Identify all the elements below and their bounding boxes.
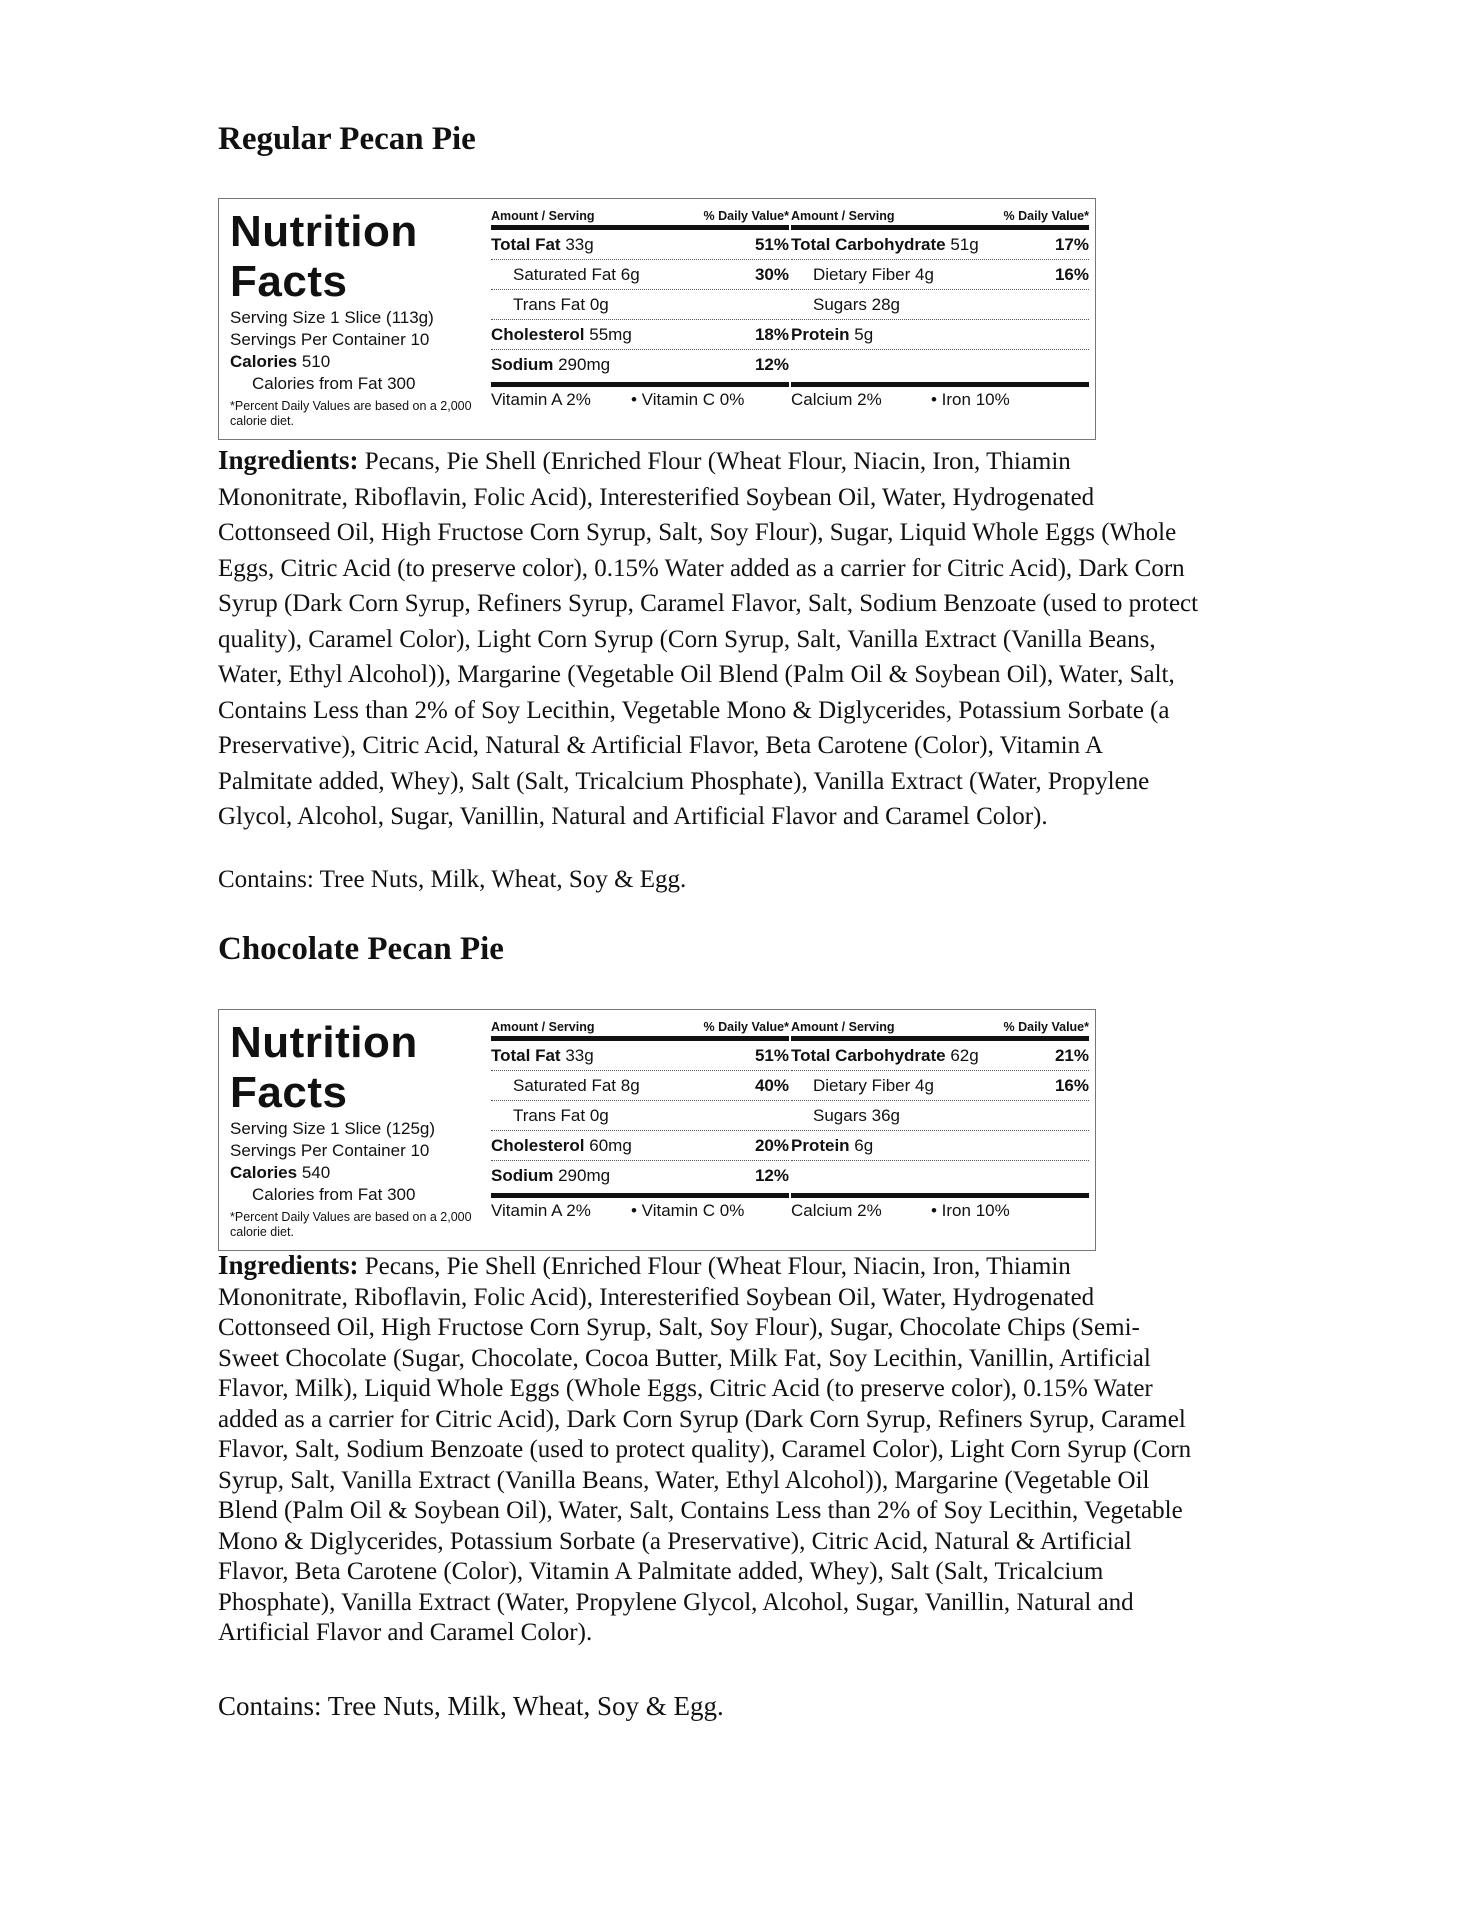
nutrient-dv: 21%: [1054, 1045, 1089, 1065]
allergen-statement: Contains: Tree Nuts, Milk, Wheat, Soy & Egg.: [218, 1691, 724, 1721]
nutrient-dv: 40%: [754, 1075, 789, 1095]
nutrition-facts-label: [218, 198, 1096, 440]
ingredients-line: Flavor, Salt, Sodium Benzoate (used to protect quality), Caramel Color), Light Corn Syrup (Corn: [218, 1436, 1192, 1463]
ingredients-line: Preservative), Citric Acid, Natural & Artificial Flavor, Beta Carotene (Color), Vitamin A: [218, 732, 1104, 759]
nutrient-column-left: [491, 203, 789, 413]
nutrient-row: [491, 290, 789, 320]
ingredients-line: Syrup (Dark Corn Syrup, Refiners Syrup, Caramel Flavor, Salt, Sodium Benzoate (used to protect: [218, 590, 1199, 617]
calories-from-fat: Calories from Fat 300: [252, 1185, 416, 1204]
nutrient-dv: 18%: [754, 324, 789, 344]
nutrient-label: Protein: [791, 324, 850, 344]
mineral-row: [791, 1198, 1089, 1224]
daily-value-header: % Daily Value*: [703, 1020, 789, 1034]
nutrient-amount: 4g: [915, 1075, 934, 1095]
ingredients-line: Mono & Diglycerides, Potassium Sorbate (a Preservative), Citric Acid, Natural & Artificial: [218, 1527, 1132, 1555]
nutrient-label: Total Carbohydrate: [791, 1045, 946, 1065]
nutrient-row: [491, 1041, 789, 1071]
nutrition-summary: [230, 207, 480, 429]
nutrient-amount: 6g: [854, 1135, 874, 1155]
ingredients-line: Flavor, Beta Carotene (Color), Vitamin A Palmitate added, Whey), Salt (Salt, Tricalcium: [218, 1558, 1104, 1585]
nutrient-amount: 60mg: [589, 1135, 632, 1155]
nutrient-row: [491, 1071, 789, 1101]
nutrient-row-empty: [791, 350, 1089, 380]
nutrient-dv: 12%: [754, 1166, 789, 1185]
nutrient-label: Trans Fat: [513, 1105, 586, 1125]
calories: [230, 351, 480, 373]
nutrient-row: [791, 1131, 1089, 1161]
nutrient-label: Sodium: [491, 355, 554, 374]
nutrient-amount: 290mg: [558, 1166, 611, 1185]
nutrient-amount: 4g: [915, 264, 934, 284]
ingredients-line: Cottonseed Oil, High Fructose Corn Syrup, Salt, Soy Flour), Sugar, Liquid Whole Eggs (Whole: [218, 519, 1177, 546]
ingredients-line: quality), Caramel Color), Light Corn Syrup (Corn Syrup, Salt, Vanilla Extract (Vanilla Beans,: [218, 625, 1156, 653]
section-title: Chocolate Pecan Pie: [218, 931, 504, 967]
ingredients-line: Artificial Flavor and Caramel Color).: [218, 1619, 593, 1646]
ingredients-line: Syrup, Salt, Vanilla Extract (Vanilla Beans, Water, Ethyl Alcohol)), Margarine (Vegetable Oil: [218, 1466, 1150, 1494]
nutrient-row: [491, 1101, 789, 1131]
nutrient-dv: 20%: [754, 1135, 789, 1155]
ingredients-paragraph: [218, 443, 1198, 835]
calcium: Calcium 2%: [791, 390, 882, 409]
nutrient-dv: 30%: [754, 264, 789, 284]
ingredients-line: added as a carrier for Citric Acid), Dark Corn Syrup (Dark Corn Syrup, Refiners Syrup, Caramel: [218, 1405, 1186, 1433]
nutrient-label: Cholesterol: [491, 324, 585, 344]
calories-label: Calories: [230, 1163, 298, 1182]
ingredients-line: [218, 1250, 1191, 1283]
ingredients-paragraph: [218, 1250, 1191, 1649]
calories-value: 510: [301, 352, 331, 371]
nutrient-dv: 12%: [754, 355, 789, 374]
nutrient-label: Total Carbohydrate: [791, 234, 946, 254]
nutrition-summary: [230, 1018, 480, 1240]
nutrient-amount: 33g: [565, 1045, 594, 1065]
nutrient-amount: 6g: [620, 264, 640, 284]
daily-value-header: % Daily Value*: [1003, 1020, 1089, 1034]
ingredients-line: Flavor, Milk), Liquid Whole Eggs (Whole Eggs, Citric Acid (to preserve color), 0.15% Water: [218, 1375, 1153, 1402]
vitamin-c: • Vitamin C 0%: [631, 1201, 745, 1220]
vitamin-a: Vitamin A 2%: [491, 1201, 591, 1220]
nutrient-row-empty: [791, 1161, 1089, 1191]
nutrient-column-right: [791, 203, 1089, 413]
nutrient-amount: 51g: [950, 234, 979, 254]
nutrient-label: Sodium: [491, 1166, 554, 1185]
facts-heading: Facts: [230, 257, 348, 306]
nutrient-label: Dietary Fiber: [813, 264, 911, 284]
nutrient-amount: 28g: [871, 294, 900, 314]
amount-header: Amount / Serving: [491, 209, 595, 223]
nutrient-amount: 33g: [565, 234, 594, 254]
ingredients-line: Mononitrate, Riboflavin, Folic Acid), Interesterified Soybean Oil, Water, Hydrogenated: [218, 483, 1095, 511]
ingredients-line: Palmitate added, Whey), Salt (Salt, Tricalcium Phosphate), Vanilla Extract (Water, Propylene: [218, 767, 1150, 795]
nutrient-label: Protein: [791, 1135, 850, 1155]
column-header: [791, 1014, 1089, 1041]
amount-header: Amount / Serving: [791, 209, 895, 223]
ingredients-text: Pecans, Pie Shell (Enriched Flour (Wheat Flour, Niacin, Iron, Thiamin: [358, 448, 1071, 475]
nutrition-heading: Nutrition: [230, 1018, 418, 1067]
vitamin-row: [491, 387, 789, 413]
nutrient-row: [491, 1131, 789, 1161]
ingredients-line: Blend (Palm Oil & Soybean Oil), Water, Salt, Contains Less than 2% of Soy Lecithin, Vegetable: [218, 1497, 1183, 1524]
nutrient-amount: 0g: [589, 1105, 609, 1125]
serving-size: Serving Size 1 Slice (125g): [230, 1119, 436, 1138]
facts-heading: Facts: [230, 1068, 348, 1117]
nutrient-label: Cholesterol: [491, 1135, 585, 1155]
calories: [230, 1162, 480, 1184]
nutrient-row: [791, 1041, 1089, 1071]
calcium: Calcium 2%: [791, 1201, 882, 1220]
amount-header: Amount / Serving: [491, 1020, 595, 1034]
nutrient-dv: 16%: [1054, 264, 1089, 284]
nutrient-row: [491, 320, 789, 350]
nutrient-label: Sugars: [813, 294, 867, 314]
nutrient-row: [491, 260, 789, 290]
nutrient-dv: 17%: [1054, 234, 1089, 254]
nutrient-row: [491, 230, 789, 260]
nutrient-dv: 51%: [754, 234, 789, 254]
nutrient-label: Dietary Fiber: [813, 1075, 911, 1095]
nutrient-row: [491, 1161, 789, 1191]
ingredients-label: Ingredients:: [218, 445, 359, 475]
nutrient-amount: 8g: [620, 1075, 640, 1095]
nutrient-amount: 0g: [589, 294, 609, 314]
ingredients-line: Cottonseed Oil, High Fructose Corn Syrup, Salt, Soy Flour), Sugar, Chocolate Chips (Semi-: [218, 1314, 1140, 1341]
nutrient-row: [491, 350, 789, 380]
ingredients-line: Water, Ethyl Alcohol)), Margarine (Vegetable Oil Blend (Palm Oil & Soybean Oil), Water, Salt,: [218, 661, 1175, 688]
nutrient-amount: 290mg: [558, 355, 611, 374]
nutrient-amount: 36g: [871, 1105, 900, 1125]
nutrient-label: Trans Fat: [513, 294, 586, 314]
nutrition-facts-label: [218, 1009, 1096, 1251]
nutrient-amount: 5g: [854, 324, 874, 344]
daily-value-footnote: *Percent Daily Values are based on a 2,000 calorie diet.: [230, 1210, 472, 1239]
vitamin-a: Vitamin A 2%: [491, 390, 591, 409]
calories-from-fat: Calories from Fat 300: [252, 374, 416, 393]
mineral-row: [791, 387, 1089, 413]
nutrient-label: Sugars: [813, 1105, 867, 1125]
ingredients-line: Sweet Chocolate (Sugar, Chocolate, Cocoa Butter, Milk Fat, Soy Lecithin, Vanillin, Artificial: [218, 1344, 1151, 1372]
nutrient-label: Total Fat: [491, 1045, 561, 1065]
ingredients-line: Contains Less than 2% of Soy Lecithin, Vegetable Mono & Diglycerides, Potassium Sorbate (a: [218, 696, 1170, 724]
allergen-statement: Contains: Tree Nuts, Milk, Wheat, Soy & Egg.: [218, 866, 687, 893]
nutrient-row: [791, 260, 1089, 290]
ingredients-line: [218, 443, 1198, 480]
calories-label: Calories: [230, 352, 298, 371]
serving-size: Serving Size 1 Slice (113g): [230, 308, 434, 327]
nutrient-row: [791, 1071, 1089, 1101]
calories-value: 540: [301, 1163, 331, 1182]
nutrient-label: Saturated Fat: [513, 264, 617, 284]
nutrient-label: Total Fat: [491, 234, 561, 254]
ingredients-text: Pecans, Pie Shell (Enriched Flour (Wheat Flour, Niacin, Iron, Thiamin: [358, 1253, 1071, 1280]
ingredients-line: Eggs, Citric Acid (to preserve color), 0.15% Water added as a carrier for Citric Acid), Dark Corn: [218, 554, 1185, 582]
nutrient-row: [791, 230, 1089, 260]
nutrient-dv: 16%: [1054, 1075, 1089, 1095]
daily-value-header: % Daily Value*: [703, 209, 789, 223]
amount-header: Amount / Serving: [791, 1020, 895, 1034]
ingredients-line: Glycol, Alcohol, Sugar, Vanillin, Natural and Artificial Flavor and Caramel Color).: [218, 803, 1048, 830]
iron: • Iron 10%: [931, 1201, 1010, 1220]
nutrient-dv: 51%: [754, 1045, 789, 1065]
nutrient-column-right: [791, 1014, 1089, 1224]
nutrient-row: [791, 290, 1089, 320]
nutrient-label: Saturated Fat: [513, 1075, 617, 1095]
ingredients-line: Mononitrate, Riboflavin, Folic Acid), Interesterified Soybean Oil, Water, Hydrogenated: [218, 1283, 1095, 1311]
servings-per-container: Servings Per Container 10: [230, 330, 430, 349]
column-header: [491, 203, 789, 230]
ingredients-label: Ingredients:: [218, 1250, 359, 1280]
vitamin-c: • Vitamin C 0%: [631, 390, 745, 409]
servings-per-container: Servings Per Container 10: [230, 1141, 430, 1160]
nutrient-row: [791, 1101, 1089, 1131]
column-header: [491, 1014, 789, 1041]
nutrient-amount: 62g: [950, 1045, 979, 1065]
daily-value-footnote: *Percent Daily Values are based on a 2,000 calorie diet.: [230, 399, 472, 428]
nutrition-heading: Nutrition: [230, 207, 418, 256]
iron: • Iron 10%: [931, 390, 1010, 409]
nutrient-amount: 55mg: [589, 324, 632, 344]
nutrient-row: [791, 320, 1089, 350]
section-title: Regular Pecan Pie: [218, 121, 476, 157]
vitamin-row: [491, 1198, 789, 1224]
daily-value-header: % Daily Value*: [1003, 209, 1089, 223]
column-header: [791, 203, 1089, 230]
ingredients-line: Phosphate), Vanilla Extract (Water, Propylene Glycol, Alcohol, Sugar, Vanillin, Natural and: [218, 1588, 1134, 1616]
nutrient-column-left: [491, 1014, 789, 1224]
